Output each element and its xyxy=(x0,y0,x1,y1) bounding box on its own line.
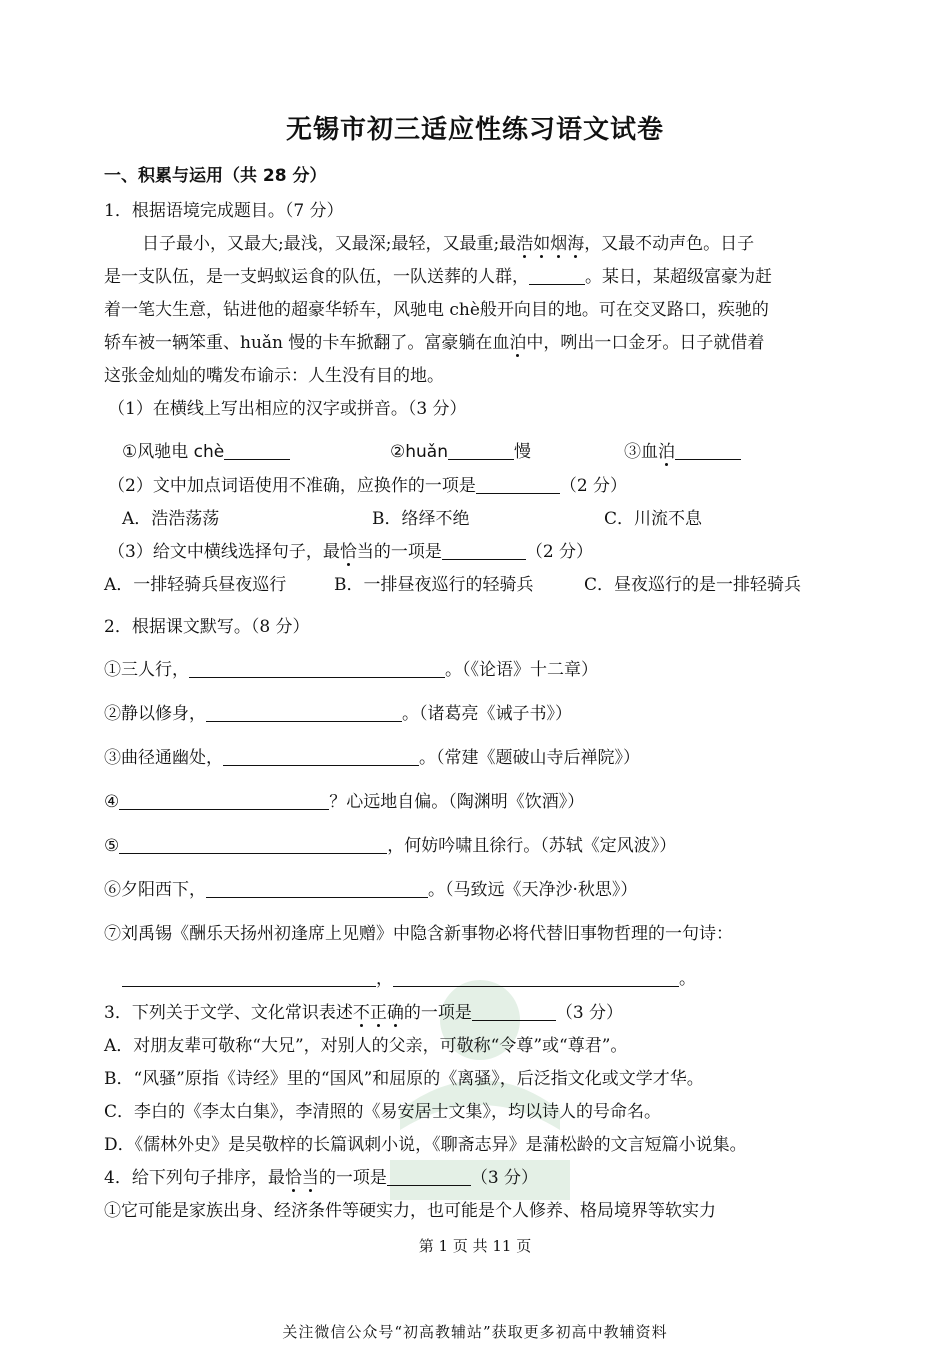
answer-blank[interactable] xyxy=(122,968,376,987)
answer-blank[interactable] xyxy=(448,441,514,460)
answer-blank[interactable] xyxy=(224,441,290,460)
q4-heading: 4．给下列句子排序，最恰当的一项是 （3 分） xyxy=(104,1168,539,1188)
q1-sub3: （3）给文中横线选择句子，最恰当的一项是 （2 分） xyxy=(108,542,594,562)
q4-sentence-1: ①它可能是家族出身、经济条件等硬实力，也可能是个人修养、格局境界等软实力 xyxy=(104,1201,716,1221)
q2-item-7: ⑦刘禹锡《酬乐天扬州初逢席上见赠》中隐含新事物必将代替旧事物哲理的一句诗： xyxy=(104,924,733,944)
answer-blank[interactable] xyxy=(472,1002,556,1021)
q2-item-3: ③曲径通幽处， 。（常建《题破山寺后禅院》） xyxy=(104,748,640,768)
passage-line-3: 着一笔大生意，钻进他的超豪华轿车，风驰电 chè般开向目的地。可在交叉路口，疾驰的 xyxy=(104,300,769,320)
section-heading: 一、积累与运用（共 28 分） xyxy=(104,166,327,186)
answer-blank[interactable] xyxy=(119,835,387,854)
footer-note: 关注微信公众号“初高教辅站”获取更多初高中教辅资料 xyxy=(282,1323,668,1341)
answer-blank[interactable] xyxy=(393,968,679,987)
q2-item-7-blanks: ， 。 xyxy=(122,967,696,991)
q1-sub2-option-b: B．络绎不绝 xyxy=(372,509,470,529)
answer-blank[interactable] xyxy=(119,791,329,810)
dotted-word: 不正确 xyxy=(352,1003,404,1023)
passage-line-1: 日子最小，又最大;最浅，又最深;最轻，又最重;最浩如烟海，又最不动声色。日子 xyxy=(142,234,755,254)
q1-sub1-item-2: ②huǎn 慢 xyxy=(390,442,531,462)
page-number: 第 1 页 共 11 页 xyxy=(418,1237,532,1255)
q1-sub1-item-3: ③血泊 xyxy=(624,440,741,464)
q1-sub1: （1）在横线上写出相应的汉字或拼音。（3 分） xyxy=(108,399,467,419)
answer-blank[interactable] xyxy=(206,703,402,722)
q3-option-b: B．“风骚”原指《诗经》里的“国风”和屈原的《离骚》，后泛指文化或文学才华。 xyxy=(104,1069,704,1089)
q2-item-1: ①三人行， 。（《论语》十二章） xyxy=(104,660,598,680)
answer-blank[interactable] xyxy=(675,441,741,460)
q1-sub1-item-1: ①风驰电 chè xyxy=(122,440,290,464)
q3-option-c: C．李白的《李太白集》，李清照的《易安居士文集》，均以诗人的号命名。 xyxy=(104,1102,662,1122)
q2-item-6: ⑥夕阳西下， 。（马致远《天净沙·秋思》） xyxy=(104,880,638,900)
passage-line-5: 这张金灿灿的嘴发布谕示：人生没有目的地。 xyxy=(104,366,444,386)
answer-blank[interactable] xyxy=(529,266,585,285)
q1-sub2-option-a: A．浩浩荡荡 xyxy=(122,509,220,529)
answer-blank[interactable] xyxy=(387,1167,471,1186)
q3-heading: 3．下列关于文学、文化常识表述不正确的一项是 （3 分） xyxy=(104,1003,624,1023)
answer-blank[interactable] xyxy=(189,659,445,678)
answer-blank[interactable] xyxy=(223,747,419,766)
q2-heading: 2．根据课文默写。（8 分） xyxy=(104,617,310,637)
q3-option-a: A．对朋友辈可敬称“大兄”，对别人的父亲，可敬称“令尊”或“尊君”。 xyxy=(104,1036,628,1056)
passage-line-2: 是一支队伍，是一支蚂蚁运食的队伍，一队送葬的人群， 。某日，某超级富豪为赶 xyxy=(104,267,772,287)
q1-sub3-option-b: B．一排昼夜巡行的轻骑兵 xyxy=(334,575,534,595)
passage-line-4: 轿车被一辆笨重、huǎn 慢的卡车掀翻了。富豪躺在血泊中，咧出一口金牙。日子就借着 xyxy=(104,333,765,353)
q1-sub3-option-a: A．一排轻骑兵昼夜巡行 xyxy=(104,575,287,595)
q1-sub3-option-c: C．昼夜巡行的是一排轻骑兵 xyxy=(584,575,802,595)
answer-blank[interactable] xyxy=(206,879,428,898)
q3-option-d: D．《儒林外史》是吴敬梓的长篇讽刺小说，《聊斋志异》是蒲松龄的文言短篇小说集。 xyxy=(104,1135,747,1155)
q1-heading: 1．根据语境完成题目。（7 分） xyxy=(104,201,344,221)
answer-blank[interactable] xyxy=(476,475,560,494)
answer-blank[interactable] xyxy=(442,541,526,560)
q2-item-5: ⑤ ，何妨吟啸且徐行。（苏轼《定风波》） xyxy=(104,836,677,856)
dotted-word: 浩如烟海 xyxy=(516,234,585,254)
q2-item-2: ②静以修身， 。（诸葛亮《诫子书》） xyxy=(104,704,572,724)
q2-item-4: ④ ？心远地自偏。（陶渊明《饮酒》） xyxy=(104,792,585,812)
q1-sub2: （2）文中加点词语使用不准确，应换作的一项是 （2 分） xyxy=(108,476,628,496)
page-title: 无锡市初三适应性练习语文试卷 xyxy=(285,115,664,145)
q1-sub2-option-c: C．川流不息 xyxy=(604,509,703,529)
dotted-word: 恰当 xyxy=(284,1168,319,1188)
